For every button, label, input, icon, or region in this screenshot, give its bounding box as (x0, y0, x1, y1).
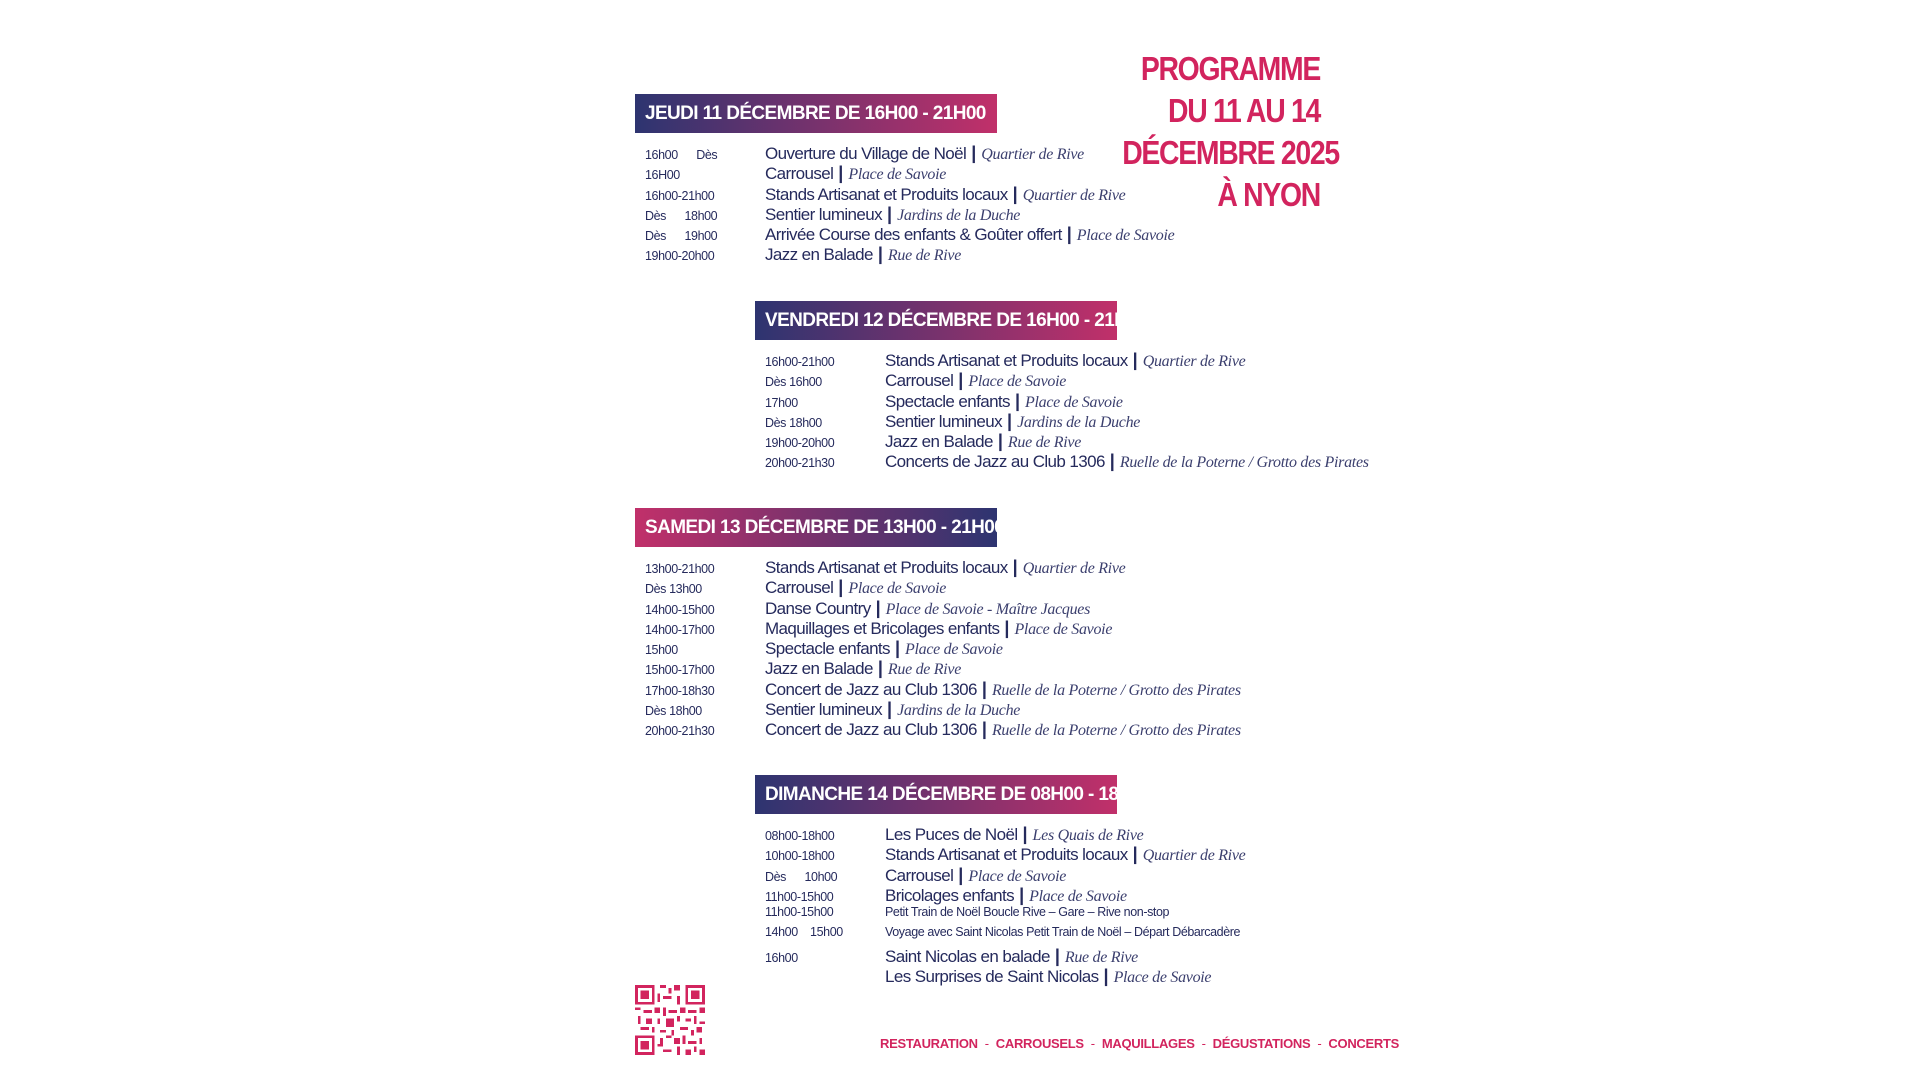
schedule-place: Place de Savoie (848, 166, 947, 184)
schedule-event: Les Puces de Noël (885, 825, 1018, 844)
schedule-row (645, 658, 1241, 678)
schedule-place: Place de Savoie (1029, 887, 1127, 905)
schedule-time: 13h00-21h00 (645, 562, 715, 576)
schedule-row (765, 370, 1369, 390)
separator-bar: | (887, 203, 893, 224)
schedule-event: Carrousel (765, 578, 834, 598)
title-line-2: DU 11 AU 14 (1168, 92, 1320, 129)
day-section-saturday (635, 508, 1241, 740)
schedule-event: Concerts de Jazz au Club 1306 (885, 452, 1105, 472)
schedule-time: 19h00-20h00 (765, 436, 835, 451)
schedule-row (765, 451, 1369, 471)
title-line-4: À NYON (1217, 176, 1320, 213)
schedule-place: Les Quais de Rive (1032, 827, 1144, 844)
schedule-row (645, 638, 1241, 658)
schedule-event: Carrousel (765, 164, 834, 184)
separator-bar: | (1014, 390, 1020, 411)
schedule-place: Jardins de la Duche (1017, 413, 1141, 431)
schedule-place: Rue de Rive (887, 661, 962, 679)
schedule-row (645, 577, 1241, 597)
schedule-place: Place de Savoie (1025, 393, 1123, 411)
separator-bar: | (875, 597, 881, 618)
separator-bar: | (1012, 183, 1018, 204)
schedule-event: Sentier lumineux (885, 411, 1003, 431)
schedule-event: Spectacle enfants (765, 639, 890, 659)
separator-bar: | (894, 638, 900, 659)
schedule-row (645, 204, 1174, 224)
separator-bar: | (1019, 884, 1025, 905)
schedule-event: Stands Artisanat et Produits locaux (885, 351, 1128, 370)
schedule-time: 16h00 (765, 950, 798, 965)
schedule-event: Ouverture du Village de Noël (765, 144, 967, 163)
schedule-place: Rue de Rive (1064, 948, 1138, 966)
schedule-time: Dès 18h00 (645, 208, 718, 223)
schedule-place: Ruelle de la Poterne / Grotto des Pirates (991, 681, 1241, 699)
title-line-1: PROGRAMME (1140, 50, 1320, 87)
schedule-place: Place de Savoie (1014, 620, 1113, 638)
schedule-row (765, 905, 1245, 925)
schedule-row (765, 391, 1369, 411)
day-schedule (755, 824, 1245, 986)
schedule-time: 20h00-21h30 (765, 456, 835, 471)
footer-highlight-item: CARROUSELS (995, 1036, 1084, 1051)
footer-highlight-item: DÉGUSTATIONS (1212, 1036, 1311, 1051)
schedule-event: Stands Artisanat et Produits locaux (885, 845, 1128, 865)
separator-bar: | (838, 163, 844, 184)
schedule-place: Quartier de Rive (981, 146, 1084, 163)
day-schedule (635, 557, 1241, 740)
schedule-event: Les Surprises de Saint Nicolas (885, 967, 1099, 987)
footer-separator: - (1090, 1036, 1095, 1051)
schedule-event: Sentier lumineux (765, 700, 883, 720)
schedule-event: Carrousel (885, 865, 954, 885)
separator-bar: | (887, 699, 893, 720)
schedule-row (765, 885, 1245, 905)
schedule-event: Jazz en Balade (885, 432, 993, 452)
day-banner: SAMEDI 13 DÉCEMBRE DE 13H00 - 21H00 (635, 508, 997, 547)
day-section-friday (755, 301, 1369, 472)
schedule-time: 16h00-21h00 (645, 188, 715, 203)
schedule-event: Petit Train de Noël Boucle Rive – Gare – Rive non-stop (885, 905, 1170, 920)
schedule-place: Place de Savoie (905, 641, 1003, 659)
separator-bar: | (958, 370, 964, 391)
schedule-time: Dès 18h00 (645, 704, 702, 719)
schedule-time: 11h00-15h00 (765, 905, 834, 920)
schedule-row (645, 184, 1174, 204)
schedule-row (645, 163, 1174, 183)
schedule-event: Voyage avec Saint Nicolas Petit Train de Noël – Départ Débarcadère (885, 925, 1241, 940)
schedule-place: Place de Savoie (1076, 227, 1175, 245)
day-schedule (755, 350, 1369, 472)
schedule-time: Dès 18h00 (765, 415, 822, 430)
separator-bar: | (1103, 966, 1109, 987)
schedule-place: Place de Savoie (848, 580, 947, 598)
day-banner: DIMANCHE 14 DÉCEMBRE DE 08H00 - 18H00 (755, 775, 1117, 814)
schedule-row (645, 699, 1241, 719)
schedule-time: Dès 19h00 (645, 229, 718, 244)
schedule-time: 14h00-15h00 (645, 602, 715, 617)
footer-highlights (880, 1036, 1399, 1051)
schedule-time: 15h00-17h00 (645, 663, 715, 678)
schedule-time: 17h00 (765, 395, 798, 410)
schedule-row (765, 824, 1245, 844)
day-banner: VENDREDI 12 DÉCEMBRE DE 16H00 - 21H00 (755, 301, 1117, 340)
separator-bar: | (958, 864, 964, 885)
schedule-place: Jardins de la Duche (897, 206, 1021, 224)
schedule-event: Carrousel (885, 371, 954, 391)
schedule-time: 11h00-15h00 (765, 889, 834, 904)
schedule-place: Quartier de Rive (1022, 560, 1126, 577)
schedule-place: Rue de Rive (1007, 434, 1082, 452)
separator-bar: | (981, 678, 987, 699)
schedule-place: Quartier de Rive (1142, 353, 1246, 370)
separator-bar: | (1012, 557, 1018, 577)
schedule-time: 20h00-21h30 (645, 724, 715, 739)
schedule-row (645, 598, 1241, 618)
separator-bar: | (1066, 224, 1072, 245)
schedule-event: Arrivée Course des enfants & Goûter offert (765, 225, 1062, 245)
schedule-place: Place de Savoie - Maître Jacques (885, 600, 1091, 618)
schedule-time: 16h00 Dès (645, 148, 718, 162)
schedule-row (645, 679, 1241, 699)
footer-separator: - (984, 1036, 989, 1051)
schedule-event: Saint Nicolas en balade (885, 946, 1050, 966)
schedule-event: Spectacle enfants (885, 391, 1010, 411)
schedule-place: Place de Savoie (1113, 969, 1212, 987)
separator-bar: | (981, 719, 987, 740)
schedule-row (765, 350, 1369, 370)
schedule-row (645, 244, 1174, 264)
schedule-row (645, 224, 1174, 244)
separator-bar: | (1022, 824, 1028, 844)
separator-bar: | (971, 143, 977, 163)
footer-highlight-item: CONCERTS (1328, 1036, 1399, 1051)
footer-highlight-item: RESTAURATION (880, 1036, 978, 1051)
separator-bar: | (1004, 617, 1010, 638)
schedule-row (765, 411, 1369, 431)
schedule-event: Jazz en Balade (765, 245, 873, 265)
schedule-time: 17h00-18h30 (645, 683, 715, 698)
schedule-time: 16H00 (645, 168, 680, 183)
schedule-time: 19h00-20h00 (645, 249, 715, 264)
schedule-place: Quartier de Rive (1022, 186, 1126, 204)
schedule-time: 10h00-18h00 (765, 849, 835, 864)
day-schedule (635, 143, 1174, 265)
schedule-row (645, 557, 1241, 577)
schedule-event: Jazz en Balade (765, 659, 873, 679)
schedule-time: 14h00-17h00 (645, 622, 715, 637)
schedule-row (765, 431, 1369, 451)
day-banner: JEUDI 11 DÉCEMBRE DE 16H00 - 21H00 (635, 94, 997, 133)
separator-bar: | (997, 431, 1003, 452)
schedule-event: Sentier lumineux (765, 204, 883, 224)
schedule-time: 15h00 (645, 643, 678, 658)
schedule-time: Dès 10h00 (765, 869, 838, 884)
day-section-sunday (755, 775, 1245, 986)
schedule-row (765, 865, 1245, 885)
footer-highlight-item: MAQUILLAGES (1101, 1036, 1195, 1051)
schedule-row (645, 719, 1241, 739)
schedule-row (765, 844, 1245, 864)
schedule-place: Place de Savoie (968, 867, 1067, 885)
footer-separator: - (1317, 1036, 1322, 1051)
schedule-row (765, 946, 1245, 966)
schedule-place: Ruelle de la Poterne / Grotto des Pirates (991, 722, 1241, 740)
schedule-event: Bricolages enfants (885, 885, 1015, 905)
separator-bar: | (838, 577, 844, 598)
schedule-event: Danse Country (765, 598, 871, 618)
schedule-row (645, 143, 1174, 163)
separator-bar: | (1007, 410, 1013, 431)
schedule-row (645, 618, 1241, 638)
separator-bar: | (1132, 350, 1138, 370)
separator-bar: | (877, 658, 883, 679)
schedule-row (765, 925, 1245, 945)
schedule-place: Jardins de la Duche (897, 702, 1021, 720)
title-line-3: DÉCEMBRE 2025 (1122, 134, 1339, 171)
schedule-place: Quartier de Rive (1142, 847, 1246, 865)
separator-bar: | (1054, 945, 1060, 966)
day-section-thursday (635, 94, 1174, 265)
schedule-time: Dès 16h00 (765, 375, 822, 390)
separator-bar: | (1132, 844, 1138, 865)
schedule-event: Concert de Jazz au Club 1306 (765, 679, 977, 699)
schedule-event: Concert de Jazz au Club 1306 (765, 720, 977, 740)
schedule-time: 08h00-18h00 (765, 829, 835, 843)
separator-bar: | (1109, 451, 1115, 472)
schedule-place: Place de Savoie (968, 373, 1067, 391)
schedule-place: Rue de Rive (887, 247, 962, 265)
schedule-time: 14h00 15h00 (765, 925, 843, 940)
separator-bar: | (877, 244, 883, 265)
schedule-event: Maquillages et Bricolages enfants (765, 618, 1000, 638)
schedule-event: Stands Artisanat et Produits locaux (765, 558, 1008, 577)
footer-separator: - (1201, 1036, 1206, 1051)
schedule-time: Dès 13h00 (645, 582, 702, 597)
schedule-place: Ruelle de la Poterne / Grotto des Pirates (1119, 454, 1369, 472)
schedule-event: Stands Artisanat et Produits locaux (765, 184, 1008, 204)
schedule-row (765, 966, 1245, 986)
qr-code-icon (635, 985, 705, 1055)
schedule-time: 16h00-21h00 (765, 355, 835, 369)
